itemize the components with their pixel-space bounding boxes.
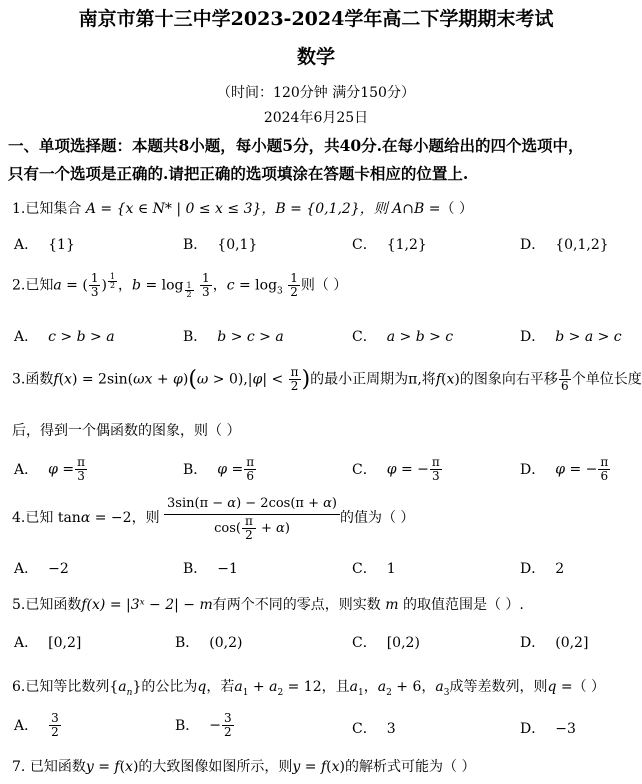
question-blank: （ ）: [440, 201, 473, 217]
exam-date: 2024年6月25日: [263, 110, 369, 126]
option-3c: C． φ = − $\frac{\pi}{3}$: [352, 455, 440, 483]
option-1b: B． {0,1}: [183, 237, 258, 253]
question-5: 5.已知函数f(x) = |3ˣ − 2| − m有两个不同的零点，则实数 m 的取值范围是（ ）.: [12, 597, 524, 613]
option-4b: B． −1: [183, 561, 238, 577]
option-5c: C． [0,2): [352, 635, 420, 651]
option-2b: B． b > c > a: [183, 329, 284, 345]
option-4c: C． 1: [352, 561, 396, 577]
option-3d: D． φ = − $\frac{\pi}{6}$: [520, 455, 609, 483]
question-2: 2.已知a = ( $\frac{1}{3}$ ) $^{\frac{1}{2}}$ ，b = log $_{\frac{1}{2}}$ $\frac{1}{3}$ ，$c = \log_3$ $\frac{1}{2}$ 则（ ）: [12, 271, 348, 300]
section-heading-line1: 一、单项选择题：本题共8小题，每小题5分，共40分.在每小题给出的四个选项中，: [8, 136, 584, 155]
question-4: 4.已知 tanα = −2，则 3sin(π − α) − 2cos(π + α) cos( $\frac{\pi}{2}$ + α) 的值为（ ）: [12, 496, 415, 542]
option-6c: C． 3: [352, 721, 396, 737]
option-5b: B． (0,2): [175, 635, 243, 651]
exam-time-info: （时间：120分钟 满分150分）: [217, 85, 415, 101]
question-math: A = {x ∈ N* | 0 ≤ x ≤ 3}，B = {0,1,2}，则 A∩B =: [85, 201, 441, 217]
section-heading-line2: 只有一个选项是正确的.请把正确的选项填涂在答题卡相应的位置上.: [8, 164, 469, 183]
option-1a: A． {1}: [14, 237, 75, 253]
option-2d: D． b > a > c: [520, 329, 622, 345]
question-stem: 已知集合: [25, 201, 82, 217]
question-3-line2: 后，得到一个偶函数的图象，则（ ）: [12, 423, 241, 439]
exam-subject: 数学: [296, 46, 335, 68]
option-4d: D． 2: [520, 561, 565, 577]
option-2c: C． a > b > c: [352, 329, 454, 345]
option-6a: A． $\frac{3}{2}$: [14, 711, 59, 739]
option-2a: A． c > b > a: [14, 329, 115, 345]
option-4a: A． −2: [14, 561, 69, 577]
option-1d: D． {0,1,2}: [520, 237, 609, 253]
option-3b: B． φ = $\frac{\pi}{6}$: [183, 455, 255, 483]
question-number: 1: [12, 201, 21, 217]
exam-title: 南京市第十三中学2023-2024学年高二下学期期末考试: [78, 8, 554, 30]
question-7: 7. 已知函数y = f(x)的大致图像如图所示，则y = f(x)的解析式可能为（ ）: [12, 759, 476, 775]
question-6: 6.已知等比数列$\{a_n\}$的公比为q，若$a_1 + a_2 = 12$，且$a_1$，$a_2 + 6$，$a_3$成等差数列，则q =（ ）: [12, 679, 606, 698]
option-1c: C． {1,2}: [352, 237, 427, 253]
option-5a: A． [0,2]: [14, 635, 82, 651]
question-1: 1.已知集合 A = {x ∈ N* | 0 ≤ x ≤ 3}，B = {0,1,2}，则 A∩B =（ ）: [12, 201, 473, 217]
option-3a: A． φ = $\frac{\pi}{3}$: [14, 455, 85, 483]
option-6d: D． −3: [520, 721, 576, 737]
option-6b: B． − $\frac{3}{2}$: [175, 711, 232, 739]
option-5d: D． (0,2]: [520, 635, 589, 651]
question-3: 3.函数f(x) = 2sin(ωx + φ)(ω > 0),|φ| < $\frac{\pi}{2}$ )的最小正周期为π,将f(x)的图象向右平移 $\frac{\pi}{6}$ 个单位长度: [12, 365, 642, 393]
